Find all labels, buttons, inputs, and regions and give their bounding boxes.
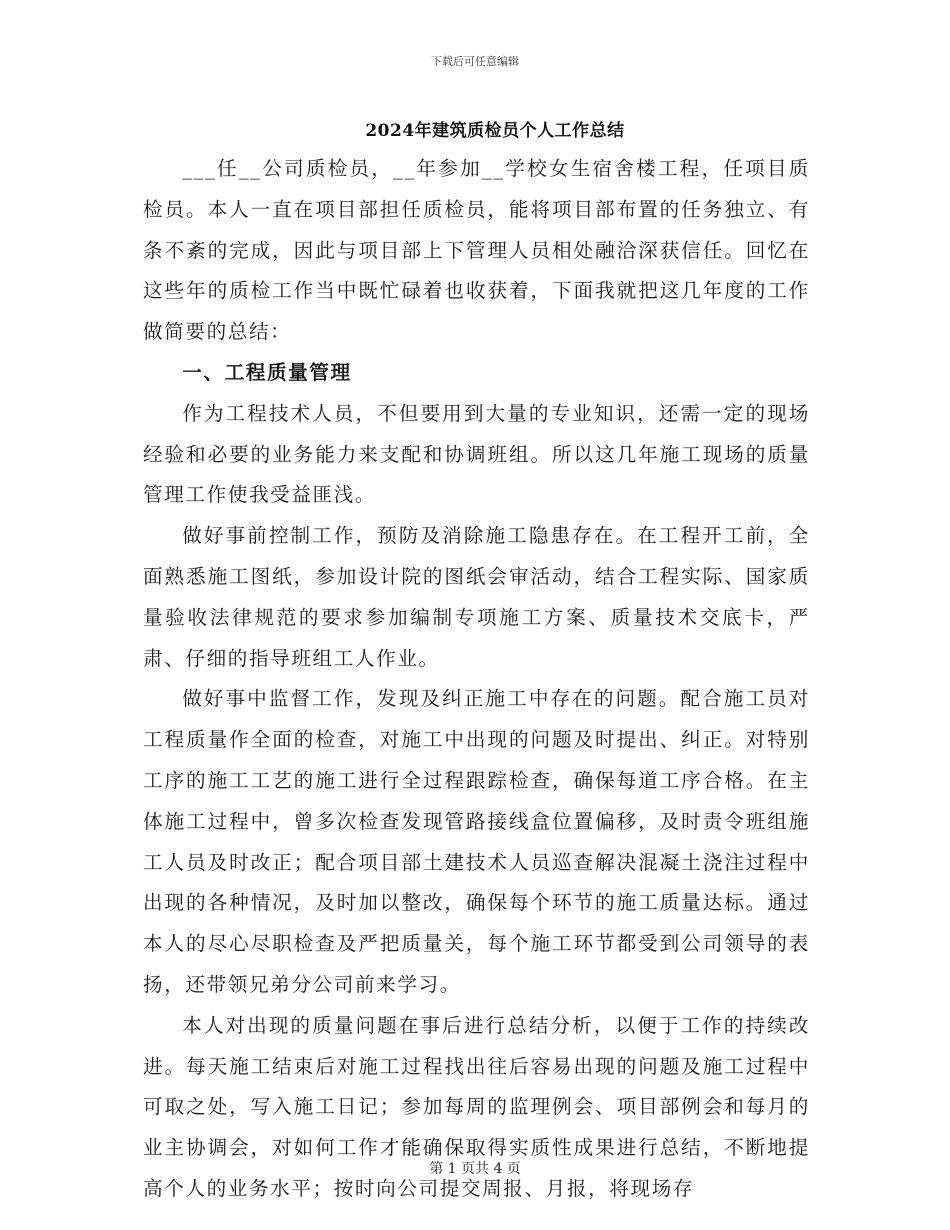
page-number: 第 1 页共 4 页 <box>429 1161 521 1177</box>
section-heading: 一、工程质量管理 <box>182 360 352 384</box>
document-title: 2024年建筑质检员个人工作总结 <box>365 121 625 141</box>
intro-paragraph: ___任__公司质检员，__年参加__学校女生宿舍楼工程，任项目质检员。本人一直在项目部担任质检员，能将项目部布置的任务独立、有条不紊的完成，因此与项目部上下管理人员相处融洽深获信任。回忆在这些年的质检工作当中既忙碌着也收获着，下面我就把这几年度的工作做简要的总结： <box>143 157 810 344</box>
document-body <box>143 149 810 1210</box>
body-paragraph: 做好事中监督工作，发现及纠正施工中存在的问题。配合施工员对工程质量作全面的检查，对施工中出现的问题及时提出、纠正。对特别工序的施工工艺的施工进行全过程跟踪检查，确保每道工序合格。在主体施工过程中，曾多次检查发现管路接线盒位置偏移，及时责令班组施工人员及时改正；配合项目部土建技术人员巡查解决混凝土浇注过程中出现的各种情况，及时加以整改，确保每个环节的施工质量达标。通过本人的尽心尽职检查及严把质量关，每个施工环节都受到公司领导的表扬，还带领兄弟分公司前来学习。 <box>143 687 810 996</box>
body-paragraph: 本人对出现的质量问题在事后进行总结分析，以便于工作的持续改进。每天施工结束后对施工过程找出往后容易出现的问题及施工过程中可取之处，写入施工日记；参加每周的监理例会、项目部例会和每月的业主协调会，对如何工作才能确保取得实质性成果进行总结，不断地提高个人的业务水平；按时向公司提交周报、月报，将现场存 <box>143 1013 810 1200</box>
body-paragraph: 做好事前控制工作，预防及消除施工隐患存在。在工程开工前，全面熟悉施工图纸，参加设计院的图纸会审活动，结合工程实际、国家质量验收法律规范的要求参加编制专项施工方案、质量技术交底卡，严肃、仔细的指导班组工人作业。 <box>143 524 810 670</box>
header-note: 下载后可任意编辑 <box>431 55 519 68</box>
body-paragraph: 作为工程技术人员，不但要用到大量的专业知识，还需一定的现场经验和必要的业务能力来支配和协调班组。所以这几年施工现场的质量管理工作使我受益匪浅。 <box>143 401 810 507</box>
